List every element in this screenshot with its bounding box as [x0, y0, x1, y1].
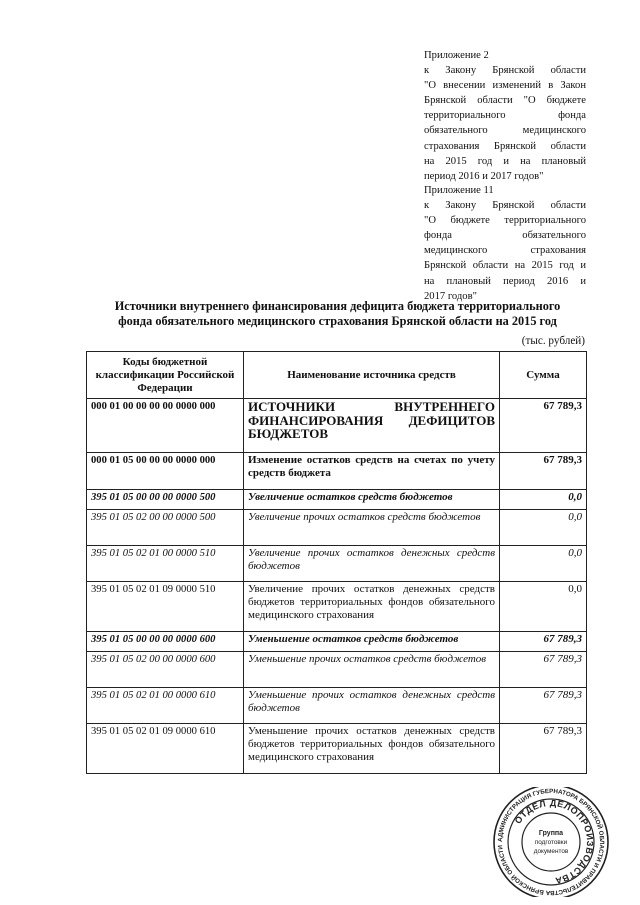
table-row: [87, 399, 587, 453]
row-code: 395 01 05 02 01 00 0000 610: [87, 688, 244, 724]
header-code: Коды бюджетной классификации Российской Федерации: [87, 352, 244, 399]
row-name: Увеличение прочих остатков средств бюджетов: [244, 510, 500, 546]
row-code: 395 01 05 02 00 00 0000 600: [87, 652, 244, 688]
title-line-2: фонда обязательного медицинского страхования Брянской области на 2015 год: [118, 314, 557, 328]
appendix-line: Брянской области "О бюджете: [424, 95, 586, 107]
row-sum: 67 789,3: [500, 724, 587, 774]
header-name: Наименование источника средств: [244, 352, 500, 399]
header-sum: Сумма: [500, 352, 587, 399]
table-row: [87, 632, 587, 652]
row-code: 395 01 05 02 01 00 0000 510: [87, 546, 244, 582]
stamp-inner-line-2: подготовки: [534, 839, 568, 846]
row-name: Увеличение прочих остатков денежных средств бюджетов территориальных фондов обязательного медицинского страхования: [244, 582, 500, 632]
stamp-inner-line-3: документов: [533, 848, 569, 855]
table-row: [87, 510, 587, 546]
row-name: Уменьшение прочих остатков денежных средств бюджетов: [244, 688, 500, 724]
row-code: 395 01 05 00 00 00 0000 600: [87, 632, 244, 652]
row-sum: 67 789,3: [500, 453, 587, 490]
appendix-line: к Закону Брянской области: [424, 65, 586, 77]
table-row: [87, 453, 587, 490]
table-row: [87, 724, 587, 774]
appendix-line: Приложение 11: [424, 185, 494, 196]
stamp-department: ОТДЕЛ ДЕЛОПРОИЗВОДСТВА: [512, 797, 596, 886]
appendix-line: 2017 годов": [424, 290, 477, 302]
table-row: [87, 546, 587, 582]
appendix-line: "О бюджете территориального: [424, 215, 586, 227]
row-code: 395 01 05 02 01 09 0000 510: [87, 582, 244, 632]
table-row: [87, 652, 587, 688]
appendix-line: на 2015 год и на плановый: [424, 155, 586, 167]
row-name: Увеличение прочих остатков денежных средств бюджетов: [244, 546, 500, 582]
table-row: [87, 490, 587, 510]
appendix-2-note: [424, 48, 586, 184]
row-sum: 0,0: [500, 490, 587, 510]
row-name: Изменение остатков средств на счетах по учету средств бюджета: [244, 453, 500, 490]
row-name: Уменьшение прочих остатков денежных средств бюджетов территориальных фондов обязательного медицинского страхования: [244, 724, 500, 774]
office-stamp: [484, 787, 618, 897]
appendix-line: Приложение 2: [424, 50, 489, 61]
row-sum: 0,0: [500, 510, 587, 546]
appendix-line: период 2016 и 2017 годов": [424, 170, 544, 182]
appendix-line: территориального фонда: [424, 110, 586, 122]
row-sum: 67 789,3: [500, 652, 587, 688]
units-note: (тыс. рублей): [521, 335, 585, 347]
appendix-11-note: [424, 183, 586, 304]
appendix-line: к Закону Брянской области: [424, 200, 586, 212]
appendix-line: страхования Брянской области: [424, 140, 586, 152]
row-sum: 67 789,3: [500, 632, 587, 652]
row-code: 000 01 00 00 00 00 0000 000: [87, 399, 244, 453]
row-code: 000 01 05 00 00 00 0000 000: [87, 453, 244, 490]
row-code: 395 01 05 02 01 09 0000 610: [87, 724, 244, 774]
row-sum: 67 789,3: [500, 688, 587, 724]
row-sum: 0,0: [500, 546, 587, 582]
title-line-1: Источники внутреннего финансирования дефицита бюджета территориального: [114, 299, 561, 313]
appendix-line: медицинского страхования: [424, 245, 586, 257]
table-row: [87, 582, 587, 632]
appendix-line: на плановый период 2016 и: [424, 275, 586, 287]
appendix-line: обязательного медицинского: [424, 125, 586, 137]
row-sum: 0,0: [500, 582, 587, 632]
table-row: [87, 688, 587, 724]
row-name: Уменьшение остатков средств бюджетов: [244, 632, 500, 652]
row-name: ИСТОЧНИКИ ВНУТРЕННЕГО ФИНАНСИРОВАНИЯ ДЕФИЦИТОВ БЮДЖЕТОВ: [244, 399, 500, 453]
row-name: Уменьшение прочих остатков средств бюджетов: [244, 652, 500, 688]
table-header-row: [87, 352, 587, 399]
stamp-ring-text: АДМИНИСТРАЦИЯ ГУБЕРНАТОРА БРЯНСКОЙ ОБЛАСТИ И ПРАВИТЕЛЬСТВА БРЯНСКОЙ ОБЛАСТИ: [496, 787, 606, 897]
row-sum: 67 789,3: [500, 399, 587, 453]
row-code: 395 01 05 00 00 00 0000 500: [87, 490, 244, 510]
document-title: [60, 299, 615, 329]
stamp-inner-line-1: Группа: [538, 830, 564, 837]
appendix-line: Брянской области на 2015 год и: [424, 260, 586, 272]
appendix-line: "О внесении изменений в Закон: [424, 80, 586, 92]
row-name: Увеличение остатков средств бюджетов: [244, 490, 500, 510]
financing-sources-table: [86, 351, 587, 774]
row-code: 395 01 05 02 00 00 0000 500: [87, 510, 244, 546]
appendix-line: фонда обязательного: [424, 230, 586, 242]
